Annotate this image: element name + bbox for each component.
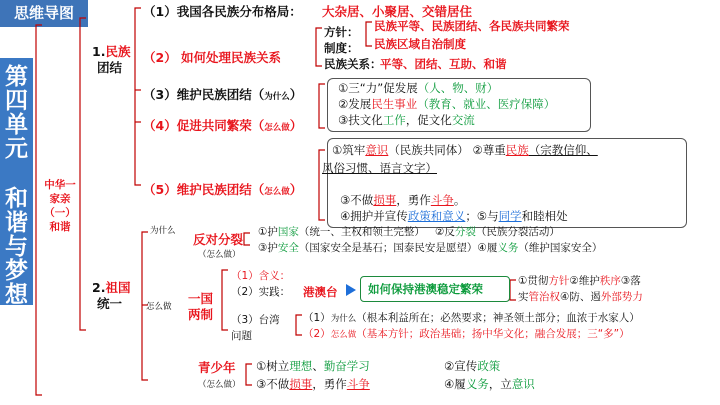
q2-val: 民族平等、民族团结、各民族共同繁荣 [374, 19, 570, 33]
q5-line: ④拥护并宣传政策和意义；⑤与同学和睦相处 [340, 209, 568, 223]
q5-label: （5）维护民族团结（怎么做） [143, 182, 303, 197]
youth-line: ①树立理想、勤奋学习 [256, 359, 370, 373]
youth-how: （怎么做） [198, 380, 241, 390]
q3-item: ①三“力”促发展（人、物、财） [338, 81, 499, 95]
ocs-c3: （3）台湾 [231, 314, 280, 326]
part2-title: 2.祖国 [92, 280, 131, 295]
hkmo-label: 港澳台 [303, 285, 338, 299]
unit-char: 梦 [5, 258, 28, 284]
keep-text: 如何保持港澳稳定繁荣 [368, 282, 483, 296]
ocs-title: 一国 [188, 291, 214, 306]
split-line: ③护安全（国家安全是基石；国泰民安是愿望）④履义务（维护国家安全） [258, 242, 603, 254]
taiwan-how: （2）怎么做（基本方针；政治基础；扬中华文化；融合发展；三“多”） [303, 328, 630, 340]
part1-title: 1.民族 [92, 44, 131, 59]
split-title: 反对分裂 [193, 232, 244, 247]
hk-line: ①贯彻方针②维护秩序③落 [518, 275, 641, 287]
ocs-c1: （1）含义： [231, 270, 291, 282]
q3-label: （3）维护民族团结（为什么） [143, 87, 303, 102]
q2-key: 方针： [324, 25, 359, 39]
youth-line: ④履义务，立意识 [444, 377, 535, 391]
q2-key: 民族关系： [324, 57, 382, 71]
youth-title: 青少年 [198, 360, 236, 375]
q3-item: ③扶文化工作，促文化交流 [338, 113, 475, 127]
unit-char: 和 [5, 186, 28, 212]
hk-line: 实管治权④防、遏外部势力 [518, 291, 643, 303]
ocs-title: 两制 [188, 307, 214, 322]
q5-line: 风俗习惯、语言文字） [322, 161, 437, 175]
split-how: （怎么做） [198, 250, 241, 260]
youth-line: ②宣传政策 [444, 359, 501, 373]
q2-label: （2） 如何处理民族关系 [143, 50, 282, 65]
q4-label: （4）促进共同繁荣（怎么做） [143, 118, 303, 133]
unit-char: 第 [5, 64, 28, 90]
q5-line: ③不做损事，勇作斗争。 [340, 193, 466, 207]
unit-char: 单 [5, 112, 28, 138]
q2-key: 制度： [324, 41, 359, 55]
q2-val: 平等、团结、互助、和谐 [380, 57, 507, 71]
q2-val: 民族区域自治制度 [374, 37, 466, 51]
arrow-right-icon [346, 284, 356, 296]
unit-char: 四 [5, 88, 28, 114]
part1-sub: 团结 [97, 60, 123, 75]
q5-line: ①筑牢意识（民族共同体） ②尊重民族（宗教信仰、 [332, 143, 598, 157]
unit-char: 谐 [5, 210, 28, 236]
unit-char: 与 [5, 234, 28, 260]
ocs-c2: （2）实践： [231, 286, 291, 298]
part2-sub: 统一 [97, 296, 123, 311]
taiwan-why: （1）为什么（根本利益所在；必然要求；神圣领土部分；血浓于水家人） [303, 312, 640, 324]
youth-line: ③不做损事，勇作斗争 [256, 377, 370, 391]
mindmap-tag: 思维导图 [0, 0, 88, 27]
unit-char: 元 [5, 136, 28, 162]
q3-item: ②发展民生事业（教育、就业、医疗保障） [338, 97, 556, 111]
lesson-label: 中华一 家亲 （一） 和谐 [44, 179, 76, 233]
part2-why: 为什么 [150, 226, 176, 236]
ocs-c3: 问题 [231, 330, 252, 342]
unit-char: 想 [5, 282, 28, 308]
q1-label: （1）我国各民族分布格局： [143, 4, 302, 19]
split-line: ①护国家（统一、主权和领土完整） ②反分裂（民族分裂活动） [258, 226, 560, 238]
q1-answer: 大杂居、小聚居、交错居住 [322, 4, 473, 19]
part2-how: 怎么做 [146, 302, 172, 312]
